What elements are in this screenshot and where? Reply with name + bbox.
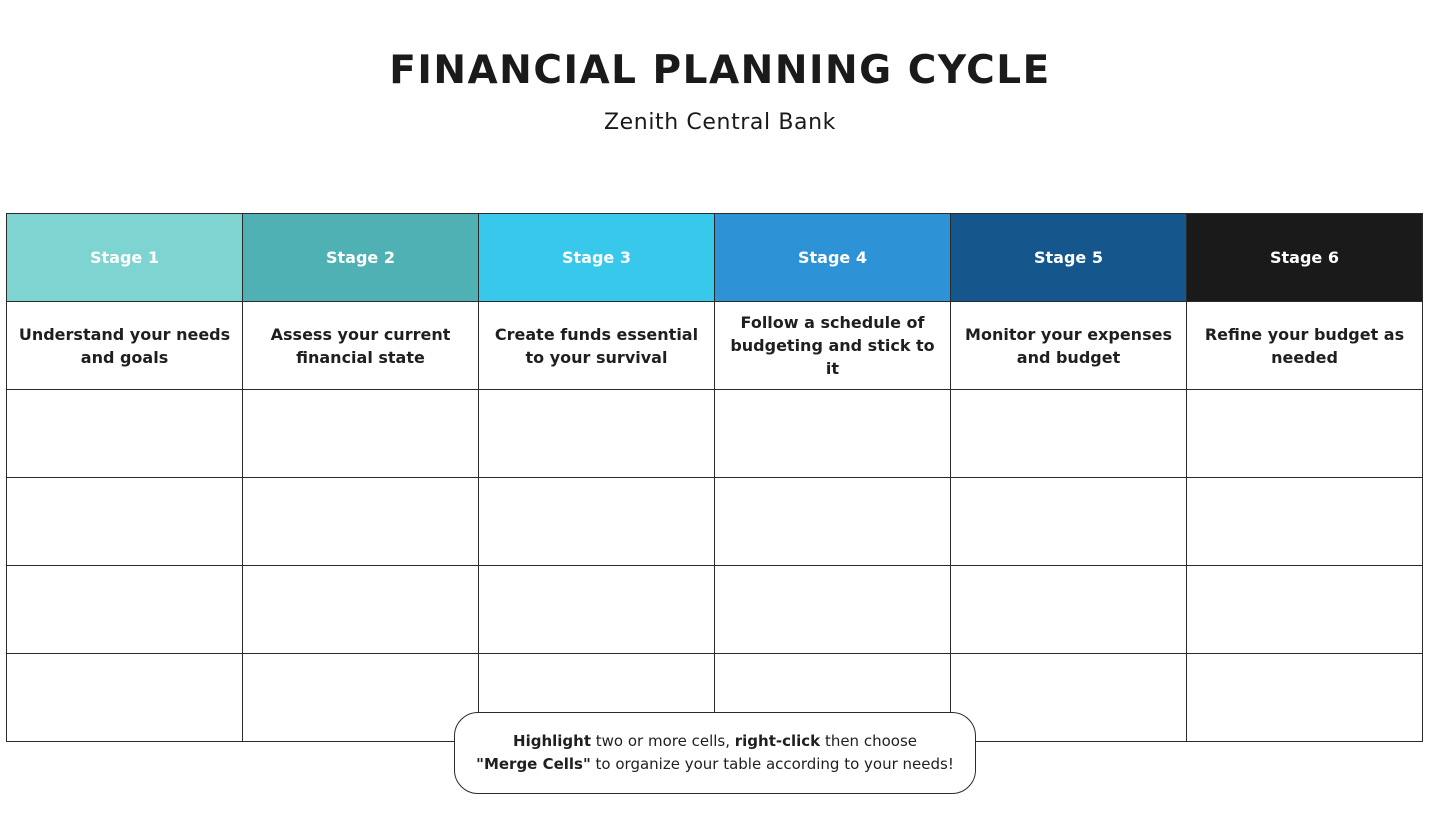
page-title: FINANCIAL PLANNING CYCLE (389, 48, 1051, 93)
tip-bold-highlight: Highlight (513, 732, 591, 750)
stage-header-cell[interactable]: Stage 4 (715, 214, 951, 302)
empty-cell[interactable] (7, 390, 243, 478)
empty-cell[interactable] (715, 390, 951, 478)
stage-header-cell[interactable]: Stage 6 (1187, 214, 1423, 302)
empty-cell[interactable] (7, 654, 243, 742)
empty-cell[interactable] (951, 390, 1187, 478)
stage-description-cell[interactable]: Refine your budget as needed (1187, 302, 1423, 390)
stage-description-cell[interactable]: Create funds essential to your survival (479, 302, 715, 390)
stage-header-row (7, 214, 1423, 302)
tip-text: two or more cells, (591, 732, 735, 750)
empty-cell[interactable] (715, 478, 951, 566)
merge-cells-tip (454, 712, 976, 794)
empty-cell[interactable] (479, 566, 715, 654)
stage-description-row (7, 302, 1423, 390)
empty-cell[interactable] (243, 478, 479, 566)
empty-cell[interactable] (7, 478, 243, 566)
empty-cell[interactable] (1187, 654, 1423, 742)
tip-bold-merge-cells: "Merge Cells" (476, 755, 591, 773)
empty-cell[interactable] (243, 390, 479, 478)
stage-description-cell[interactable]: Assess your current financial state (243, 302, 479, 390)
empty-cell[interactable] (1187, 390, 1423, 478)
empty-cell[interactable] (479, 390, 715, 478)
empty-row (7, 478, 1423, 566)
tip-bold-right-click: right-click (734, 732, 821, 750)
stage-header-cell[interactable]: Stage 1 (7, 214, 243, 302)
empty-cell[interactable] (1187, 478, 1423, 566)
tip-line-2 (476, 753, 954, 776)
empty-cell[interactable] (7, 566, 243, 654)
empty-row (7, 390, 1423, 478)
stage-header-cell[interactable]: Stage 3 (479, 214, 715, 302)
stage-header-cell[interactable]: Stage 2 (243, 214, 479, 302)
tip-text: then choose (820, 732, 917, 750)
empty-cell[interactable] (715, 566, 951, 654)
stage-description-cell[interactable]: Follow a schedule of budgeting and stick to it (715, 302, 951, 390)
tip-text: to organize your table according to your needs! (590, 755, 954, 773)
empty-cell[interactable] (951, 654, 1187, 742)
stage-header-cell[interactable]: Stage 5 (951, 214, 1187, 302)
empty-cell[interactable] (243, 566, 479, 654)
planning-table (6, 213, 1423, 742)
empty-cell[interactable] (951, 478, 1187, 566)
empty-cell[interactable] (951, 566, 1187, 654)
empty-cell[interactable] (479, 478, 715, 566)
tip-line-1 (513, 730, 917, 753)
empty-row (7, 566, 1423, 654)
empty-cell[interactable] (1187, 566, 1423, 654)
stage-description-cell[interactable]: Understand your needs and goals (7, 302, 243, 390)
stage-description-cell[interactable]: Monitor your expenses and budget (951, 302, 1187, 390)
page-subtitle: Zenith Central Bank (604, 110, 836, 135)
empty-cell[interactable] (243, 654, 479, 742)
